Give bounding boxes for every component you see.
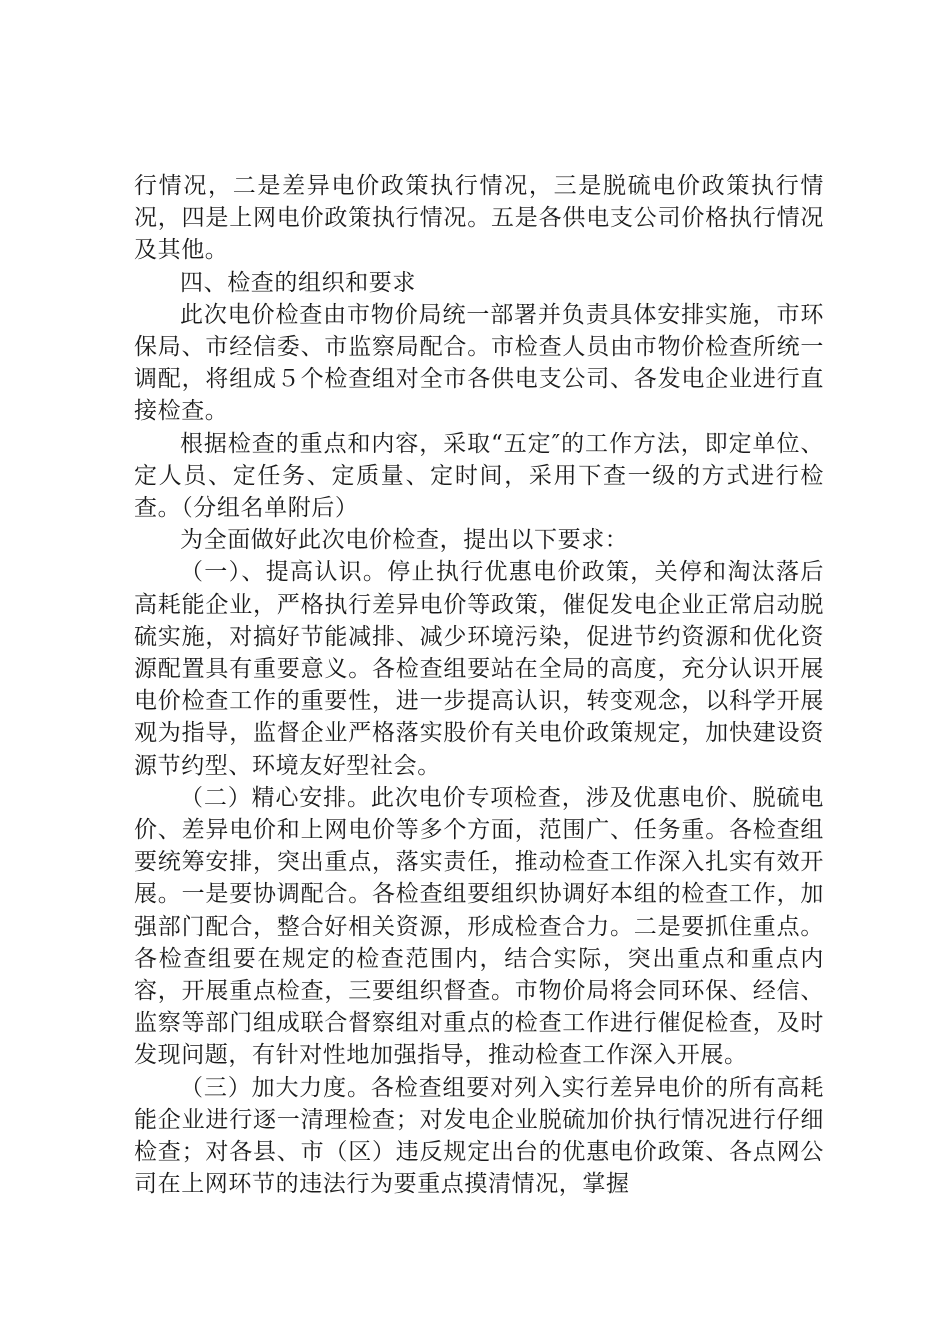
paragraph-requirement-2: （二）精心安排。此次电价专项检查，涉及优惠电价、脱硫电价、差异电价和上网电价等多个方面，范围广、任务重。各检查组要统筹安排，突出重点，落实责任，推动检查工作深入扎实有效开展。一是要协调配合。各检查组要组织协调好本组的检查工作，加强部门配合，整合好相关资源，形成检查合力。二是要抓住重点。各检查组要在规定的检查范围内，结合实际，突出重点和重点内容，开展重点检查，三要组织督查。市物价局将会同环保、经信、监察等部门组成联合督察组对重点的检查工作进行催促检查，及时发现问题，有针对性地加强指导，推动检查工作深入开展。 [134, 784, 824, 1069]
paragraph-requirements-intro: 为全面做好此次电价检查，提出以下要求： [180, 527, 629, 554]
paragraph-requirement-3: （三）加大力度。各检查组要对列入实行差异电价的所有高耗能企业进行逐一清理检查；对发电企业脱硫加价执行情况进行仔细检查；对各县、市（区）违反规定出台的优惠电价政策、各点网公司在上网环节的违法行为要重点摸清情况，掌握 [134, 1074, 824, 1198]
paragraph-method: 根据检查的重点和内容，采取“五定″的工作方法，即定单位、定人员、定任务、定质量、定时间，采用下查一级的方式进行检查。（分组名单附后） [134, 430, 824, 522]
section-heading-organization: 四、检查的组织和要求 [180, 269, 416, 296]
paragraph-organization: 此次电价检查由市物价局统一部署并负责具体安排实施，市环保局、市经信委、市监察局配合。市检查人员由市物价检查所统一调配，将组成５个检查组对全市各供电支公司、各发电企业进行直接检查。 [134, 301, 824, 425]
paragraph-requirement-1: （一）、提高认识。停止执行优惠电价政策，关停和淘汰落后高耗能企业，严格执行差异电价等政策，催促发电企业正常启动脱硫实施，对搞好节能减排、减少环境污染，促进节约资源和优化资源配置具有重要意义。各检查组要站在全局的高度，充分认识开展电价检查工作的重要性，进一步提高认识，转变观念，以科学开展观为指导，监督企业严格落实股价有关电价政策规定，加快建设资源节约型、环境友好型社会。 [134, 559, 824, 779]
document-page [134, 170, 824, 1201]
paragraph-continuation: 行情况，二是差异电价政策执行情况，三是脱硫电价政策执行情况，四是上网电价政策执行情况。五是各供电支公司价格执行情况及其他。 [134, 173, 824, 264]
